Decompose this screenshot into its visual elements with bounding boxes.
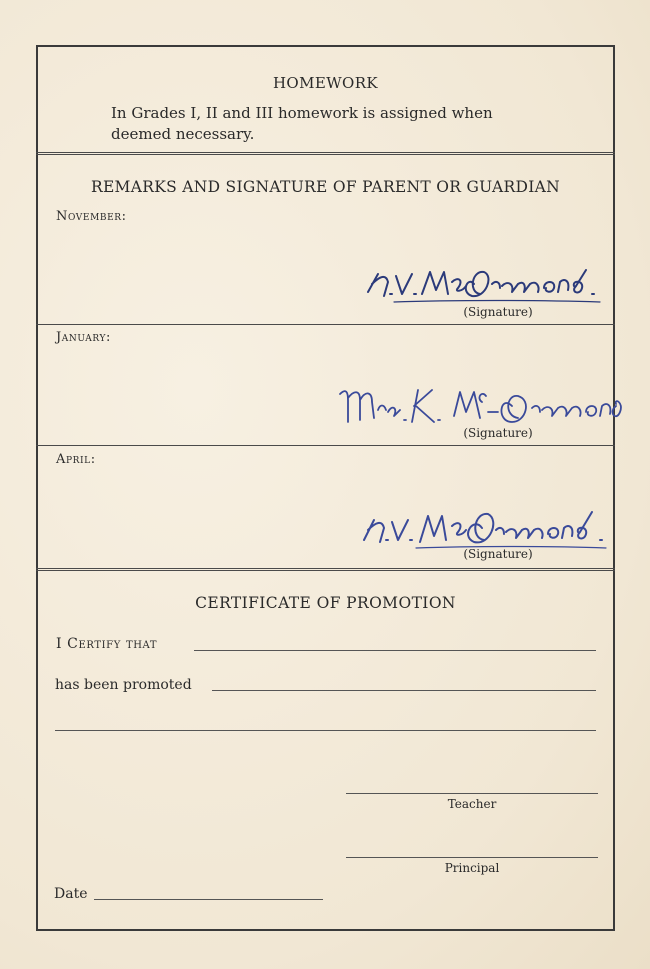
teacher-label: Teacher <box>447 797 497 811</box>
signature-caption-april: (Signature) <box>463 547 533 561</box>
month-label-january: January: <box>56 330 112 345</box>
section-divider <box>36 445 615 446</box>
principal-signature-line[interactable] <box>346 857 598 858</box>
section-divider <box>36 568 615 571</box>
remarks-title: REMARKS AND SIGNATURE OF PARENT OR GUARDIAN <box>90 178 561 196</box>
date-label: Date <box>54 886 88 902</box>
homework-text-line1: In Grades I, II and III homework is assigned when <box>111 104 493 122</box>
student-name-line[interactable] <box>194 650 596 651</box>
signature-caption-november: (Signature) <box>463 305 533 319</box>
homework-text-line2: deemed necessary. <box>111 125 255 143</box>
section-divider <box>36 152 615 155</box>
date-line[interactable] <box>94 899 323 900</box>
signature-april <box>356 506 612 550</box>
month-label-april: April: <box>56 452 96 467</box>
certify-label: I Certify that <box>56 636 158 652</box>
signature-january <box>336 382 620 430</box>
certificate-title: CERTIFICATE OF PROMOTION <box>195 594 456 612</box>
principal-label: Principal <box>444 861 500 875</box>
promotion-extra-line[interactable] <box>55 730 596 731</box>
homework-title: HOMEWORK <box>272 74 379 92</box>
signature-november <box>360 262 605 304</box>
promoted-grade-line[interactable] <box>212 690 596 691</box>
teacher-signature-line[interactable] <box>346 793 598 794</box>
promoted-label: has been promoted <box>55 677 192 693</box>
month-label-november: November: <box>56 209 127 224</box>
section-divider <box>36 324 615 325</box>
signature-caption-january: (Signature) <box>463 426 533 440</box>
